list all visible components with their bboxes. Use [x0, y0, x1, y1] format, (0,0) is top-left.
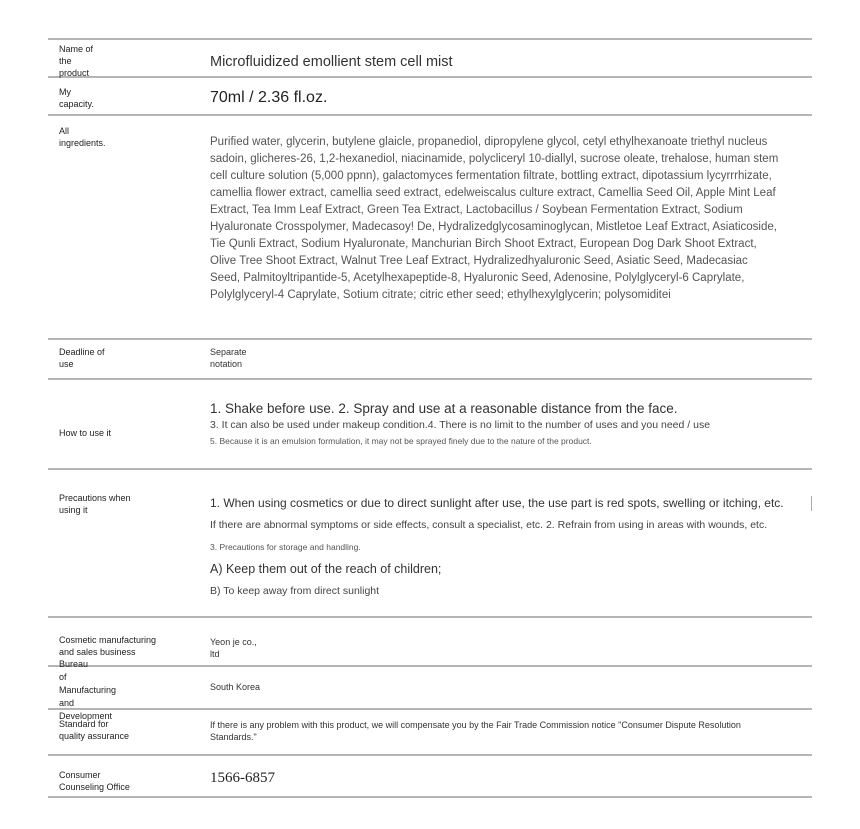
row-precautions [48, 470, 812, 618]
row-capacity [48, 78, 812, 116]
quality-value: If there is any problem with this product, we will compensate you by the Fair Trade Commission notice "Consumer Dispute Resolution Standards." [210, 720, 741, 742]
precautions-line-1: 1. When using cosmetics or due to direct sunlight after use, the use part is red spots, swelling or itching, etc. [210, 496, 784, 510]
how-to-use-value [210, 401, 710, 446]
origin-value: South Korea [210, 682, 261, 692]
how-to-use-line-1: 1. Shake before use. 2. Spray and use at a reasonable distance from the face. [210, 401, 678, 416]
product-name-label: Name of the product [59, 44, 94, 78]
quality-label: Standard for quality assurance [59, 719, 130, 741]
precautions-line-5: B) To keep away from direct sunlight [210, 585, 380, 597]
row-counseling [48, 756, 812, 798]
counseling-label: Consumer Counseling Office [59, 770, 130, 792]
row-ingredients [48, 116, 812, 340]
row-deadline [48, 340, 812, 380]
product-name-value: Microfluidized emollient stem cell mist [210, 54, 453, 70]
how-to-use-label: How to use it [59, 428, 112, 438]
capacity-label: My capacity. [59, 87, 94, 109]
origin-label: Bureau of Manufacturing and Development [59, 659, 117, 721]
row-manufacturer [48, 618, 812, 667]
precautions-value [210, 496, 810, 597]
counseling-phone: 1566-6857 [210, 770, 275, 786]
row-how-to-use [48, 380, 812, 470]
precautions-line-2: If there are abnormal symptoms or side effects, consult a specialist, etc. 2. Refrain from using in areas with wounds, etc. [210, 519, 768, 531]
manufacturer-value: Yeon je co., ltd [210, 637, 257, 659]
ingredients-value: Purified water, glycerin, butylene glaicle, propanediol, dipropylene glycol, cetyl ethylhexanoate triethyl nucleus sadoin, glicheres-26, 1,2-hexanediol, niacinamide, polycliceryl 10-diallyl, sucrose oleate, trehalose, human stem cell culture solution (5,000 ppnn), galactomyces fermentation filtrate, bottling extract, dipotassium lycyrrrhizate, camellia flower extract, camellia seed extract, edelweiscalus culture extract, Camellia Seed Oil, Apple Mint Leaf Extract, Tea Imm Leaf Extract, Green Tea Extract, Lactobacillus / Soybean Fermentation Extract, Sodium Hyaluronate Crosspolymer, Madecasoy! De, Hydralizedglycosaminoglycan, Mistletoe Leaf Extract, Asiaticoside, Tie Qunli Extract, Sodium Hyaluronate, Manchurian Birch Shoot Extract, European Dog Dark Shoot Extract, Olive Tree Shoot Extract, Walnut Tree Leaf Extract, Hydralizedhyaluronic Seed, Asiatic Seed, Madecasiac Seed, Palmitoyltripantide-5, Acetylhexapeptide-8, Hyaluronic Seed, Adenosine, Polylglyceryl-6 Caprylate, Polylglyceryl-4 Caprylate, Sotium citrate; citric ether seed; ethylhexylglycerin; polysomiditei [210, 136, 779, 301]
row-quality [48, 710, 812, 756]
ingredients-label: All ingredients. [59, 126, 106, 148]
how-to-use-line-3: 5. Because it is an emulsion formulation, it may not be sprayed finely due to the nature of the product. [210, 436, 592, 446]
how-to-use-line-2: 3. It can also be used under makeup condition.4. There is no limit to the number of uses and you need / use [210, 419, 711, 431]
deadline-value: Separate notation [210, 347, 247, 369]
product-info-table [48, 38, 812, 798]
text-cursor-mark [811, 496, 812, 511]
manufacturer-label: Cosmetic manufacturing and sales business [59, 635, 157, 657]
precautions-label: Precautions when using it [59, 493, 131, 515]
capacity-value: 70ml / 2.36 fl.oz. [210, 89, 328, 106]
row-origin [48, 659, 812, 721]
deadline-label: Deadline of use [59, 347, 105, 369]
precautions-line-4: A) Keep them out of the reach of children; [210, 562, 442, 576]
row-product-name [48, 38, 812, 78]
precautions-line-3: 3. Precautions for storage and handling. [210, 542, 361, 552]
